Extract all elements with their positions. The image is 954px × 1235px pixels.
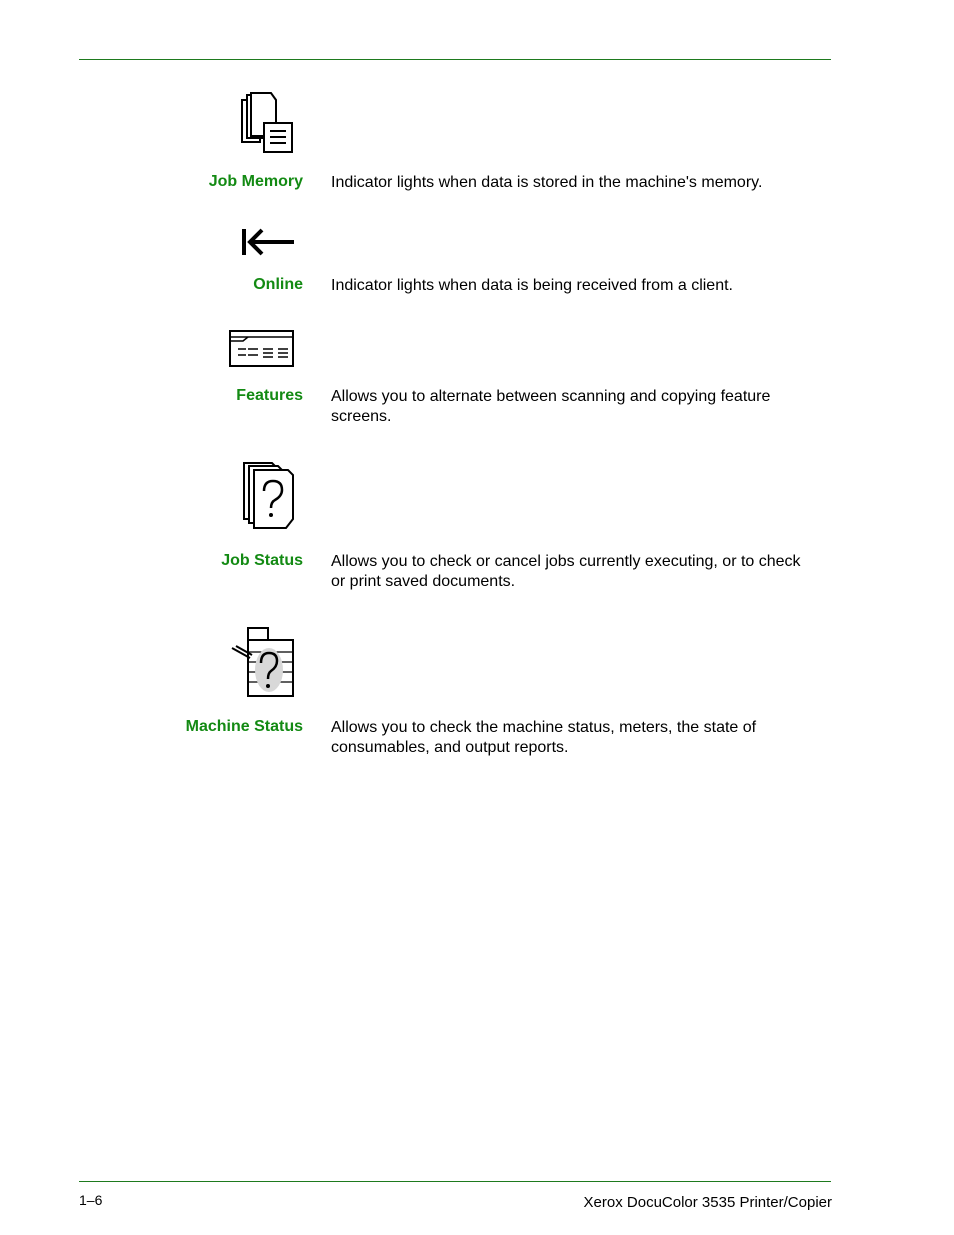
term-online: Online (253, 276, 303, 293)
online-arrow-icon (240, 227, 296, 257)
desc-job-memory: Indicator lights when data is stored in the machine's memory. (331, 174, 763, 191)
job-status-icon (242, 461, 298, 531)
term-features: Features (236, 387, 303, 404)
desc-job-status: Allows you to check or cancel jobs currently executing, or to check or print saved documents. (331, 553, 801, 590)
header-rule (79, 59, 831, 60)
desc-features: Allows you to alternate between scanning and copying feature screens. (331, 388, 771, 425)
term-job-status: Job Status (221, 552, 303, 569)
desc-online: Indicator lights when data is being received from a client. (331, 277, 733, 294)
desc-machine-status: Allows you to check the machine status, meters, the state of consumables, and output reports. (331, 719, 757, 756)
term-job-memory: Job Memory (208, 173, 303, 190)
machine-status-icon (230, 626, 296, 700)
job-memory-icon (238, 92, 296, 154)
features-screen-icon (228, 329, 296, 369)
footer-rule (79, 1181, 831, 1182)
page-number: 1–6 (79, 1192, 103, 1208)
product-name: Xerox DocuColor 3535 Printer/Copier (583, 1194, 832, 1211)
term-machine-status: Machine Status (185, 718, 303, 735)
